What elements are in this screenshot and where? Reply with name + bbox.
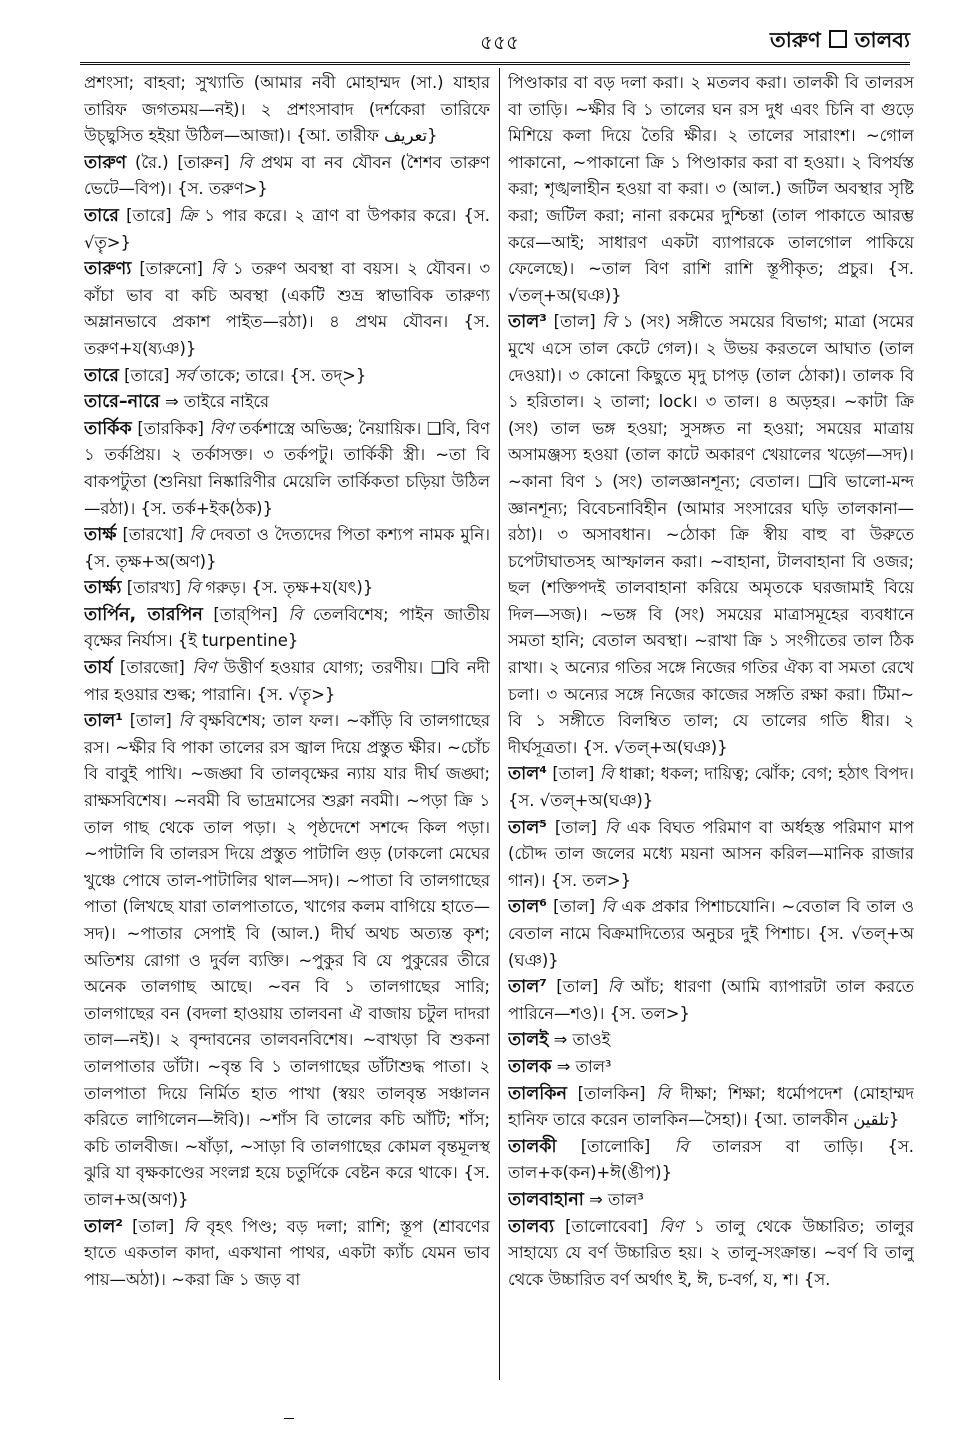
entry-definition: তেলবিশেষ; পাইন জাতীয় বৃক্ষের নির্যাস। {ই turpentine} — [84, 604, 490, 651]
part-of-speech: বি — [189, 525, 204, 545]
part-of-speech: বি — [599, 764, 614, 784]
dictionary-entry — [84, 150, 490, 203]
entry-definition: ⇒ তাইরে নাইরে — [165, 392, 270, 412]
headword: তারে — [84, 365, 119, 386]
dictionary-entry — [508, 309, 914, 761]
entry-definition: উত্তীর্ণ হওয়ার যোগ্য; তরণীয়। ❑বি নদী পার হওয়ার শুল্ক; পারানি। {স. √তৄ>} — [84, 658, 490, 704]
part-of-speech: ক্রি — [178, 205, 198, 225]
entry-definition: তর্কশাস্ত্রে অভিজ্ঞ; নৈয়ায়িক। ❑বি, বিণ ১ তর্কপ্রিয়। ২ তর্কাসক্ত। ৩ তর্কপটু। তার্কিকী স্ত্রী। ~তা বি বাকপটুতা (শুনিয়া নিষ্কারিণীর মেয়েলি তার্কিকতা চড়িয়া উঠিল—রঠা)। {স. তর্ক+ইক(ঠক)} — [84, 418, 490, 518]
entry-definition: দেবতা ও দৈত্যদের পিতা কশ্যপ নামক মুনি। {স. তৃক্ষ+অ(অণ)} — [84, 525, 490, 571]
part-of-speech: বিণ — [659, 1216, 683, 1236]
pronunciation: [তাল] — [129, 711, 172, 731]
part-of-speech: সর্ব — [174, 365, 195, 385]
column-divider — [499, 68, 500, 1380]
pronunciation: [তারখ্য] — [126, 578, 182, 598]
entry-definition: আঁচ; ধারণা (আমি ব্যাপারটা তাল করতে পারিনে—শও)। {স. তল>} — [508, 977, 914, 1023]
entry-definition: দীক্ষা; শিক্ষা; ধর্মোপদেশ (মোহাম্মদ হানিফ তারে করেন তালকিন—সৈহা)। {আ. তালকীন تلقين} — [508, 1083, 914, 1130]
pronunciation: [তাল] — [553, 312, 596, 332]
dictionary-entry — [508, 894, 914, 974]
dictionary-entry — [84, 575, 490, 602]
pronunciation: [তারে] — [126, 205, 172, 225]
part-of-speech: বি — [238, 152, 253, 172]
entry-definition: ১ তালু থেকে উচ্চারিত; তালুর সাহায্যে যে বর্ণ উচ্চারিত হয়। ২ তালু-সংক্রান্ত। ~বর্ণ বি তালু থেকে উচ্চারিত বর্ণ অর্থাৎ ই, ঈ, চ-বর্গ, য, শ। {স. — [508, 1216, 914, 1289]
headword: তার্কিক — [84, 418, 132, 439]
entry-definition: ⇒ তাওই — [553, 1030, 611, 1050]
part-of-speech: বি — [288, 604, 303, 624]
dictionary-entry — [84, 70, 490, 150]
entry-definition: তালরস বা তাড়ি। {স. তাল+ক(কন)+ঈ(ঙীপ)} — [508, 1136, 914, 1183]
dictionary-entry — [84, 203, 490, 256]
part-of-speech: বি — [674, 1136, 689, 1156]
pronunciation: [তারুনো] — [139, 259, 203, 279]
dictionary-entry — [508, 974, 914, 1027]
pronunciation: [তারজো] — [119, 658, 185, 678]
entry-definition: গরুড়। {স. তৃক্ষ+য(যৎ)} — [205, 578, 374, 598]
dictionary-entry — [508, 1027, 914, 1054]
dictionary-entry — [84, 655, 490, 708]
part-of-speech: বি — [186, 578, 201, 598]
guide-words — [770, 24, 910, 59]
headword: তালকী — [508, 1136, 557, 1157]
dictionary-entry — [508, 1214, 914, 1294]
entry-definition: ১ তরুণ অবস্থা বা বয়স। ২ যৌবন। ৩ কাঁচা ভাব বা কচি অবস্থা (একটি শুভ্র স্বাভাবিক তারুণ্য অম্লানভাবে প্রকাশ পাইত—রঠা)। ৪ প্রথম যৌবন। {স. তরুণ+য(ষ্যঞ)} — [84, 259, 490, 358]
part-of-speech: বিণ — [209, 418, 234, 438]
part-of-speech: বি — [604, 817, 619, 837]
headword: তার্য — [84, 658, 113, 679]
part-of-speech: বি — [607, 977, 622, 997]
entry-definition: পিণ্ডাকার বা বড় দলা করা। ২ মতলব করা। তালকী বি তালরস বা তাড়ি। ~ক্ষীর বি ১ তালের ঘন রস দুধ এবং চিনি বা গুড়ে মিশিয়ে কলা দিয়ে তৈরি ক্ষীর। ২ তালের সারাংশ। ~গোল পাকানো, ~পাকানো ক্রি ১ পিণ্ডাকার করা বা হওয়া। ২ বিপর্যস্ত করা; শৃঙ্খলাহীন হওয়া বা করা। ৩ (আল.) জটিল অবস্থার সৃষ্টি করা; জটিল করা; নানা রকমের দুশ্চিন্তা (তাল পাকাতে আরম্ভ করে—আই; সাধারণ একটা ব্যাপারকে তালগোল পাকিয়ে ফেলেছে)। ~তাল বিণ রাশি রাশি স্তূপীকৃত; প্রচুর। {স. √তল্+অ(ঘঞ)} — [508, 73, 914, 305]
dictionary-entry — [508, 815, 914, 895]
guide-word-first: তারুণ — [770, 28, 821, 52]
pronunciation: [তারকিক] — [137, 418, 204, 438]
part-of-speech: বি — [183, 1216, 198, 1236]
part-of-speech: বি — [601, 897, 616, 917]
headword: তারে–নারে — [84, 392, 160, 413]
dictionary-entry — [84, 708, 490, 1213]
headword: তালব্য — [508, 1216, 555, 1237]
entry-definition: ১ (সং) সঙ্গীতে সময়ের বিভাগ; মাত্রা (সমের মুখে এসে তাল কেটে গেল)। ২ উভয় করতলে আঘাত (তাল দেওয়া)। ৩ কোনো কিছুতে মৃদু চাপড় (তাল ঠোকা)। তালক বি ১ হরিতাল। ২ তালা; lock। ৩ তাল। ৪ অড়হর। ~কাটা ক্রি (সং) তাল ভঙ্গ হওয়া; সুসঙ্গত না হওয়া; সময়ের মাত্রায় অসামঞ্জস্য হওয়া (তাল কাটে অকারণ খেয়ালের খড়্গে—সদ)। ~কানা বিণ ১ (সং) তালজ্ঞানশূন্য; বেতাল। ❑বি ভালো-মন্দ জ্ঞানশূন্য; বিবেচনাবিহীন (আমার সংসারের ঘড়ি তালকানা—রঠা)। ৩ অসাবধান। ~ঠোকা ক্রি স্বীয় বাহু বা উরুতে চপেটাঘাতসহ আস্ফালন করা। ~বাহানা, টালবাহানা বি ওজর; ছল (শক্তিপদই তালবাহানা করিয়ে অমৃতকে ঘরজামাই বিয়ে দিল—সজ)। ~ভঙ্গ বি (সং) সময়ের মাত্রাসমূহের ব্যবধানে সমতা হানি; বেতাল অবস্থা। ~রাখা ক্রি ১ সংগীতের তাল ঠিক রাখা। ২ অন্যের গতির সঙ্গে নিজের গতির ঐক্য বা সমতা রেখে চলা। ৩ অন্যের সঙ্গে নিজের কাজের সঙ্গতি রক্ষা করা। টিমা~ বি ১ সঙ্গীতে বিলম্বিত তাল; যে তালের গতি ধীর। ২ দীর্ঘসূত্রতা। {স. √তল্+অ(ঘঞ)} — [508, 312, 914, 757]
entry-definition: বৃহৎ পিণ্ড; বড় দলা; রাশি; স্তূপ (শ্রাবণের হাতে একতাল কাদা, একখানা পাথর, একটা ক্যাঁচ যেমন ভাব পায়—অঠা)। ~করা ক্রি ১ জড় বা — [84, 1216, 490, 1289]
left-column — [84, 70, 490, 1380]
headword: তার্পিন, তারপিন — [84, 604, 203, 625]
headword: তালবাহানা — [508, 1189, 584, 1210]
header-rule — [80, 62, 910, 65]
page-header — [80, 22, 910, 62]
headword: তার্ক্ষ্য — [84, 578, 122, 599]
headword: তাল⁷ — [508, 977, 547, 998]
entry-definition: তাকে; তারে। {স. তদ্>} — [199, 365, 367, 385]
dictionary-entry — [84, 363, 490, 390]
pronunciation: [তালোকি] — [580, 1136, 651, 1156]
part-of-speech: বিণ — [192, 658, 217, 678]
headword: তাল² — [84, 1216, 123, 1237]
pronunciation: [তাল] — [554, 817, 597, 837]
entry-definition: ধাক্কা; ধকল; দায়িত্ব; ঝোঁক; বেগ; হঠাৎ বিপদ। {স. √তল্+অ(ঘঞ)} — [508, 764, 914, 811]
dictionary-entry — [508, 1134, 914, 1187]
part-of-speech: বি — [211, 259, 225, 279]
dictionary-entry — [508, 1054, 914, 1081]
dictionary-entry — [508, 70, 914, 309]
part-of-speech: বি — [656, 1083, 671, 1103]
part-of-speech: বি — [602, 312, 617, 332]
entry-definition: প্রথম বা নব যৌবন (শৈশব তারুণ ভেটে—বিপ)। {স. তরুণ>} — [84, 152, 490, 199]
headword: তারুণ — [84, 152, 127, 173]
pronunciation: [তার্‌পিন] — [213, 604, 278, 624]
dictionary-entry — [84, 602, 490, 655]
pronunciation: [তারখো] — [122, 525, 184, 545]
headword: তারুণ্য — [84, 259, 132, 280]
pronunciation: [তালোবেবা] — [565, 1216, 649, 1236]
entry-definition: ⇒ তাল³ — [589, 1189, 644, 1209]
right-column — [508, 70, 914, 1380]
page-number: ৫৫৫ — [480, 30, 519, 54]
dictionary-entry — [508, 1081, 914, 1134]
dictionary-entry — [84, 1214, 490, 1294]
entry-definition: এক প্রকার পিশাচযোনি। ~বেতাল বি তাল ও বেতাল নামে বিক্রমাদিত্যের অনুচর দুই পিশাচ। {স. √তল্+অ (ঘঞ)} — [508, 897, 914, 970]
part-of-speech: বি — [178, 711, 193, 731]
dictionary-entry — [508, 1187, 914, 1214]
pronunciation: [তাল] — [553, 897, 596, 917]
dictionary-entry — [84, 522, 490, 575]
pronunciation: (রৈ.) [তারুন] — [134, 152, 230, 172]
pronunciation: [তাল] — [132, 1216, 175, 1236]
guide-word-last: তালব্য — [854, 28, 910, 52]
entry-definition: ⇒ তাল³ — [556, 1056, 612, 1076]
headword: তালকিন — [508, 1083, 567, 1104]
headword: তাল⁵ — [508, 817, 547, 838]
headword: তালক — [508, 1056, 552, 1077]
pronunciation: [তাল] — [556, 977, 599, 997]
headword: তার্ক্ষ — [84, 525, 117, 546]
dictionary-entry — [84, 416, 490, 522]
guide-separator-box — [829, 30, 847, 48]
entry-definition: বৃক্ষবিশেষ; তাল ফল। ~কাঁড়ি বি তালগাছের রস। ~ক্ষীর বি পাকা তালের রস জ্বাল দিয়ে প্রস্তুত ক্ষীর। ~চোঁচ বি বাবুই পাখি। ~জঙ্ঘা বি তালবৃক্ষের ন্যায় যার দীর্ঘ জঙ্ঘা; রাক্ষসবিশেষ। ~নবমী বি ভাদ্রমাসের শুক্লা নবমী। ~পড়া ক্রি ১ তাল গাছ থেকে তাল পড়া। ২ পৃষ্ঠদেশে সশব্দে কিল পড়া। ~পাটালি বি তালরস দিয়ে প্রস্তুত পাটালি গুড় (ঢাকলো মেঘের খুঞ্চে পোষে তাল-পাটালির থাল—সদ)। ~পাতা বি তালগাছের পাতা (লিখছে যারা তালপাতাতে, খাগের কলম বাগিয়ে হাতে—সদ)। ~পাতার সেপাই বি (আল.) দীর্ঘ অথচ অত্যন্ত কৃশ; অতিশয় রোগা ও দুর্বল ব্যক্তি। ~পুকুর বি যে পুকুরের তীরে অনেক তালগাছ আছে। ~বন বি ১ তালগাছের সারি; তালগাছের বন (বদলা হাওয়ায় তালবনা ঐ বাজায় চটুল দাদরা তাল—নই)। ২ বৃন্দাবনের তালবনবিশেষ। ~বাখড়া বি শুকনা তালপাতার ডাঁটা। ~বৃন্ত বি ১ তালগাছের ডাঁটাশুদ্ধ পাতা। ২ তালপাতা দিয়ে নির্মিত হাত পাখা (স্বয়ং তালবৃন্ত সঞ্চালন করিতে লাগিলেন—ঈবি)। ~শাঁস বি তালের কচি আঁটি; শাঁস; কচি তালবীজ। ~ষাঁড়া, ~সাড়া বি তালগাছের কোমল বৃন্তমূলস্থ ঝুরি যা বৃক্ষকাণ্ডের সংলগ্ন হয়ে চতুর্দিকে বেষ্টন করে থাকে। {স. তাল+অ(অণ)} — [84, 711, 490, 1209]
headword: তাল¹ — [84, 711, 123, 732]
headword: তালই — [508, 1030, 549, 1051]
footer-mark — [284, 1418, 294, 1419]
dictionary-entry — [508, 761, 914, 814]
entry-definition: ১ পার করে। ২ ত্রাণ বা উপকার করে। {স. √তৄ>} — [84, 205, 490, 252]
headword: তারে — [84, 205, 119, 226]
headword: তাল⁶ — [508, 897, 547, 918]
entry-definition: প্রশংসা; বাহবা; সুখ্যাতি (আমার নবী মোহাম্মদ (সা.) যাহার তারিফ জগতময়—নই)। ২ প্রশংসাবাদ (দর্শকেরা তারিফে উচ্ছ্বসিত হইয়া উঠিল—আজা)। {আ. তারীফ تعريف} — [84, 73, 490, 146]
pronunciation: [তাল] — [552, 764, 595, 784]
pronunciation: [তালকিন] — [577, 1083, 646, 1103]
pronunciation: [তারে] — [124, 365, 170, 385]
dictionary-entry — [84, 256, 490, 362]
dictionary-entry — [84, 389, 490, 416]
headword: তাল³ — [508, 312, 547, 333]
entry-definition: এক বিঘত পরিমাণ বা অর্ধহস্ত পরিমাণ মাপ (চৌদ্দ তাল জলের মধ্যে ময়না আসন করিল—মানিক রাজার গান)। {স. তল>} — [508, 817, 914, 890]
headword: তাল⁴ — [508, 764, 547, 785]
